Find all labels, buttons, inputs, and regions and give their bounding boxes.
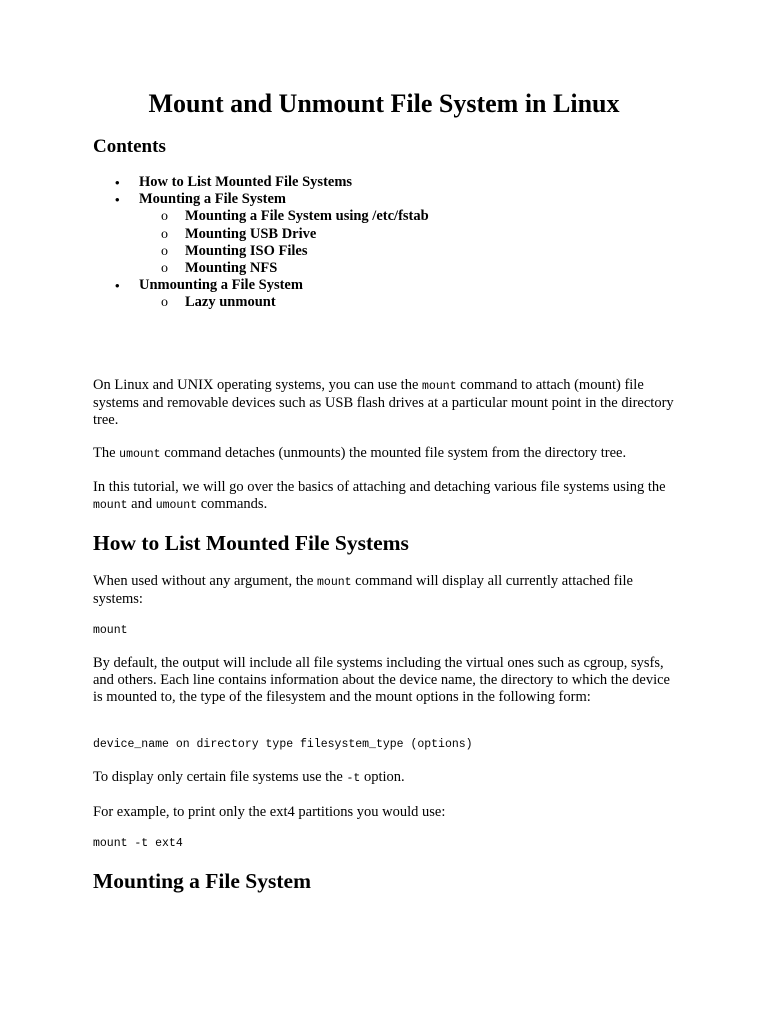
table-of-contents xyxy=(93,174,693,312)
inline-code: -t xyxy=(346,772,361,785)
section-heading-mounting: Mounting a File System xyxy=(93,869,311,893)
inline-code: mount xyxy=(317,576,352,589)
toc-item-label: How to List Mounted File Systems xyxy=(139,174,353,190)
section1-paragraph-3: To display only certain file systems use the -t option. xyxy=(93,769,405,785)
document-title: Mount and Unmount File System in Linux xyxy=(148,89,620,118)
section1-paragraph-1: When used without any argument, the mount command will display all currently attached file systems: xyxy=(93,573,633,607)
intro-paragraph-1: On Linux and UNIX operating systems, you can use the mount command to attach (mount) file systems and removable devices such as USB flash drives at a particular mount point in the directory tree. xyxy=(93,377,674,428)
bullet-icon: • xyxy=(115,192,120,208)
sub-bullet-icon: o xyxy=(161,295,168,311)
toc-item-label: Mounting USB Drive xyxy=(185,225,317,242)
bullet-icon: • xyxy=(115,175,120,190)
sub-bullet-icon: o xyxy=(161,261,168,277)
section1-paragraph-2: By default, the output will include all file systems including the virtual ones such as cgroup, sysfs, and others. Each line contains information about the device name, the directory to which the device is mounted to, the type of the filesystem and the mount options in the following form: xyxy=(93,655,670,705)
section-heading-list-mounted: How to List Mounted File Systems xyxy=(93,531,409,555)
sub-bullet-icon: o xyxy=(161,209,168,225)
code-block-mount: mount xyxy=(93,624,128,637)
sub-bullet-icon: o xyxy=(161,226,168,242)
sub-bullet-icon: o xyxy=(161,243,168,259)
code-block-output-format: device_name on directory type filesystem_type (options) xyxy=(93,738,473,751)
toc-item-lazy-unmount[interactable] xyxy=(93,294,693,311)
toc-item-label: Mounting ISO Files xyxy=(185,242,308,259)
intro-paragraph-2: The umount command detaches (unmounts) the mounted file system from the directory tree. xyxy=(93,445,627,461)
toc-item-fstab[interactable] xyxy=(93,208,693,225)
toc-item-label: Mounting a File System xyxy=(139,191,287,208)
section1-paragraph-4: For example, to print only the ext4 partitions you would use: xyxy=(93,804,446,820)
toc-item-mounting[interactable] xyxy=(93,191,693,208)
toc-item-label: Mounting NFS xyxy=(185,260,278,277)
inline-code: umount xyxy=(155,499,198,512)
inline-code: mount xyxy=(93,499,128,512)
toc-item-label: Lazy unmount xyxy=(185,294,276,311)
contents-heading: Contents xyxy=(93,136,166,157)
inline-code: umount xyxy=(119,448,161,461)
toc-item-usb[interactable] xyxy=(93,226,693,243)
toc-item-iso[interactable] xyxy=(93,243,693,260)
toc-item-label: Mounting a File System using /etc/fstab xyxy=(185,208,429,225)
toc-item-nfs[interactable] xyxy=(93,260,693,277)
bullet-icon: • xyxy=(115,278,120,294)
toc-item-list-mounted[interactable] xyxy=(93,174,693,191)
code-block-mount-ext4: mount -t ext4 xyxy=(93,837,183,850)
inline-code: mount xyxy=(422,380,457,393)
toc-item-unmounting[interactable] xyxy=(93,277,693,294)
toc-item-label: Unmounting a File System xyxy=(139,277,303,294)
intro-paragraph-3: In this tutorial, we will go over the basics of attaching and detaching various file systems using the mount and umount commands. xyxy=(93,479,666,512)
